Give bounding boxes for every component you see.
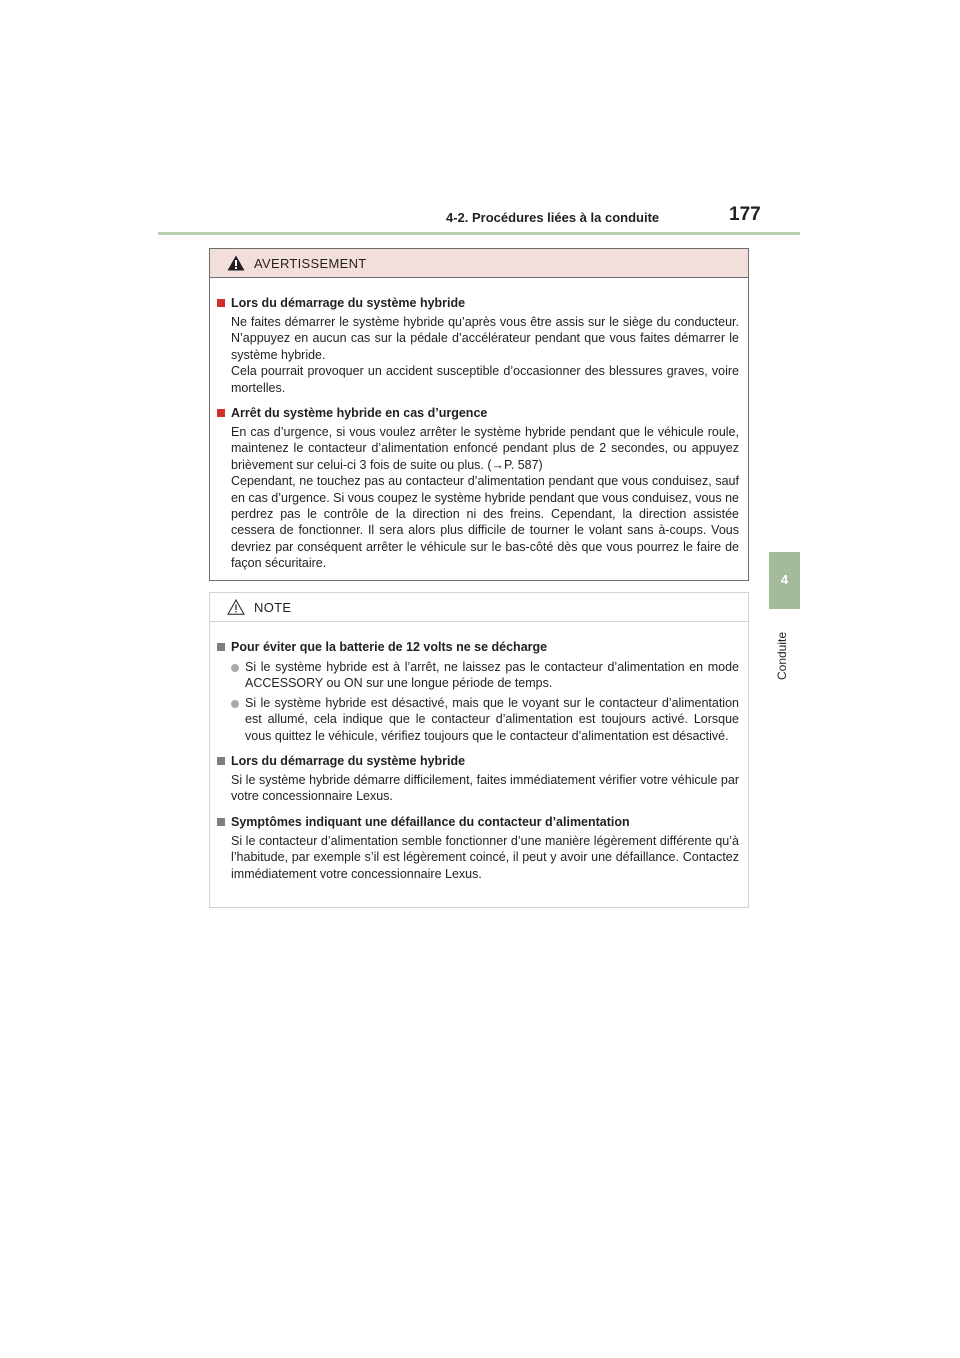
square-bullet-icon: [217, 643, 225, 651]
warning-item-heading: [217, 404, 739, 422]
section-title: 4-2. Procédures liées à la conduite: [446, 210, 660, 225]
note-heading-text: Symptômes indiquant une défaillance du contacteur d’alimentation: [231, 814, 630, 829]
warning-box: [209, 248, 749, 581]
note-box: [209, 592, 749, 908]
chapter-tab: [769, 552, 800, 609]
warning-header: [210, 249, 748, 278]
note-heading-text: Pour éviter que la batterie de 12 volts ne se décharge: [231, 640, 548, 654]
warning-heading-text: Lors du démarrage du système hybride: [231, 296, 466, 310]
note-header: [210, 593, 748, 622]
warning-paragraph: Ne faites démarrer le système hybride qu’après vous être assis sur le siège du conducteur. N’appuyez en aucun cas sur la pédale d’accélérateur pendant que vous faites démarrer le système hybride.: [231, 315, 739, 362]
warning-paragraph: En cas d’urgence, si vous voulez arrêter le système hybride pendant que le véhicule roule, maintenez le contacteur d’alimentation enfoncé pendant plus de 2 secondes, ou appuyez brièvement sur celui-ci 3 fois de suite ou plus. (→P. 587): [231, 425, 739, 472]
caution-icon: [227, 599, 245, 615]
page-header: [0, 196, 960, 236]
chapter-label-container: [762, 620, 807, 680]
circle-bullet-icon: [231, 700, 239, 708]
warning-body: [210, 278, 748, 572]
note-bullet-text: Si le système hybride est désactivé, mais que le voyant sur le contacteur d’alimentation est allumé, cela indique que le contacteur d’alimentation est toujours activé. Lorsque vous quittez le véhicule, vérifiez toujours que le contacteur d’alimentation est désactivé.: [245, 695, 739, 743]
note-bullet-item: [231, 659, 739, 692]
note-item-heading: [217, 813, 739, 831]
chapter-label: Conduite: [775, 631, 789, 680]
square-bullet-icon: [217, 757, 225, 765]
page-number: 177: [729, 204, 761, 225]
note-body: [210, 622, 748, 882]
note-paragraph: Si le système hybride démarre difficilement, faites immédiatement vérifier votre véhicule par votre concessionnaire Lexus.: [231, 773, 739, 804]
circle-bullet-icon: [231, 664, 239, 672]
warning-paragraph: Cela pourrait provoquer un accident susceptible d’occasionner des blessures graves, voire mortelles.: [231, 364, 739, 395]
warning-paragraph: Cependant, ne touchez pas au contacteur d’alimentation pendant que vous conduisez, sauf en cas d’urgence. Si vous coupez le système hybride pendant que vous conduisez, vous ne perdrez pas le contrôle de la direction ni des freins. Cependant, la direction assistée cessera de fonctionner. Il sera alors plus difficile de tourner le volant sans à-coups. Vous devriez par conséquent arrêter le véhicule sur le bas-côté dès que vous pourrez le faire de façon sécuritaire.: [231, 474, 739, 571]
note-item-heading: [217, 638, 739, 656]
header-rule: [158, 232, 800, 235]
chapter-number: 4: [780, 572, 789, 587]
note-title: NOTE: [254, 600, 292, 615]
warning-heading-text: Arrêt du système hybride en cas d’urgence: [231, 406, 488, 421]
note-bullet-item: [231, 695, 739, 744]
note-paragraph: Si le contacteur d’alimentation semble fonctionner d’une manière légèrement différente qu’à l’habitude, par exemple s’il est légèrement coincé, il peut y avoir une défaillance. Contactez immédiatement votre concessionnaire Lexus.: [231, 833, 739, 881]
note-item-heading: [217, 752, 739, 770]
note-bullet-text: Si le système hybride est à l’arrêt, ne laissez pas le contacteur d’alimentation en mode ACCESSORY ou ON sur une longue période de temps.: [245, 660, 739, 691]
warning-icon: [227, 255, 245, 271]
warning-title: AVERTISSEMENT: [254, 256, 367, 271]
warning-item-heading: [217, 294, 739, 312]
note-heading-text: Lors du démarrage du système hybride: [231, 754, 466, 769]
square-bullet-icon: [217, 299, 225, 307]
square-bullet-icon: [217, 818, 225, 826]
square-bullet-icon: [217, 409, 225, 417]
